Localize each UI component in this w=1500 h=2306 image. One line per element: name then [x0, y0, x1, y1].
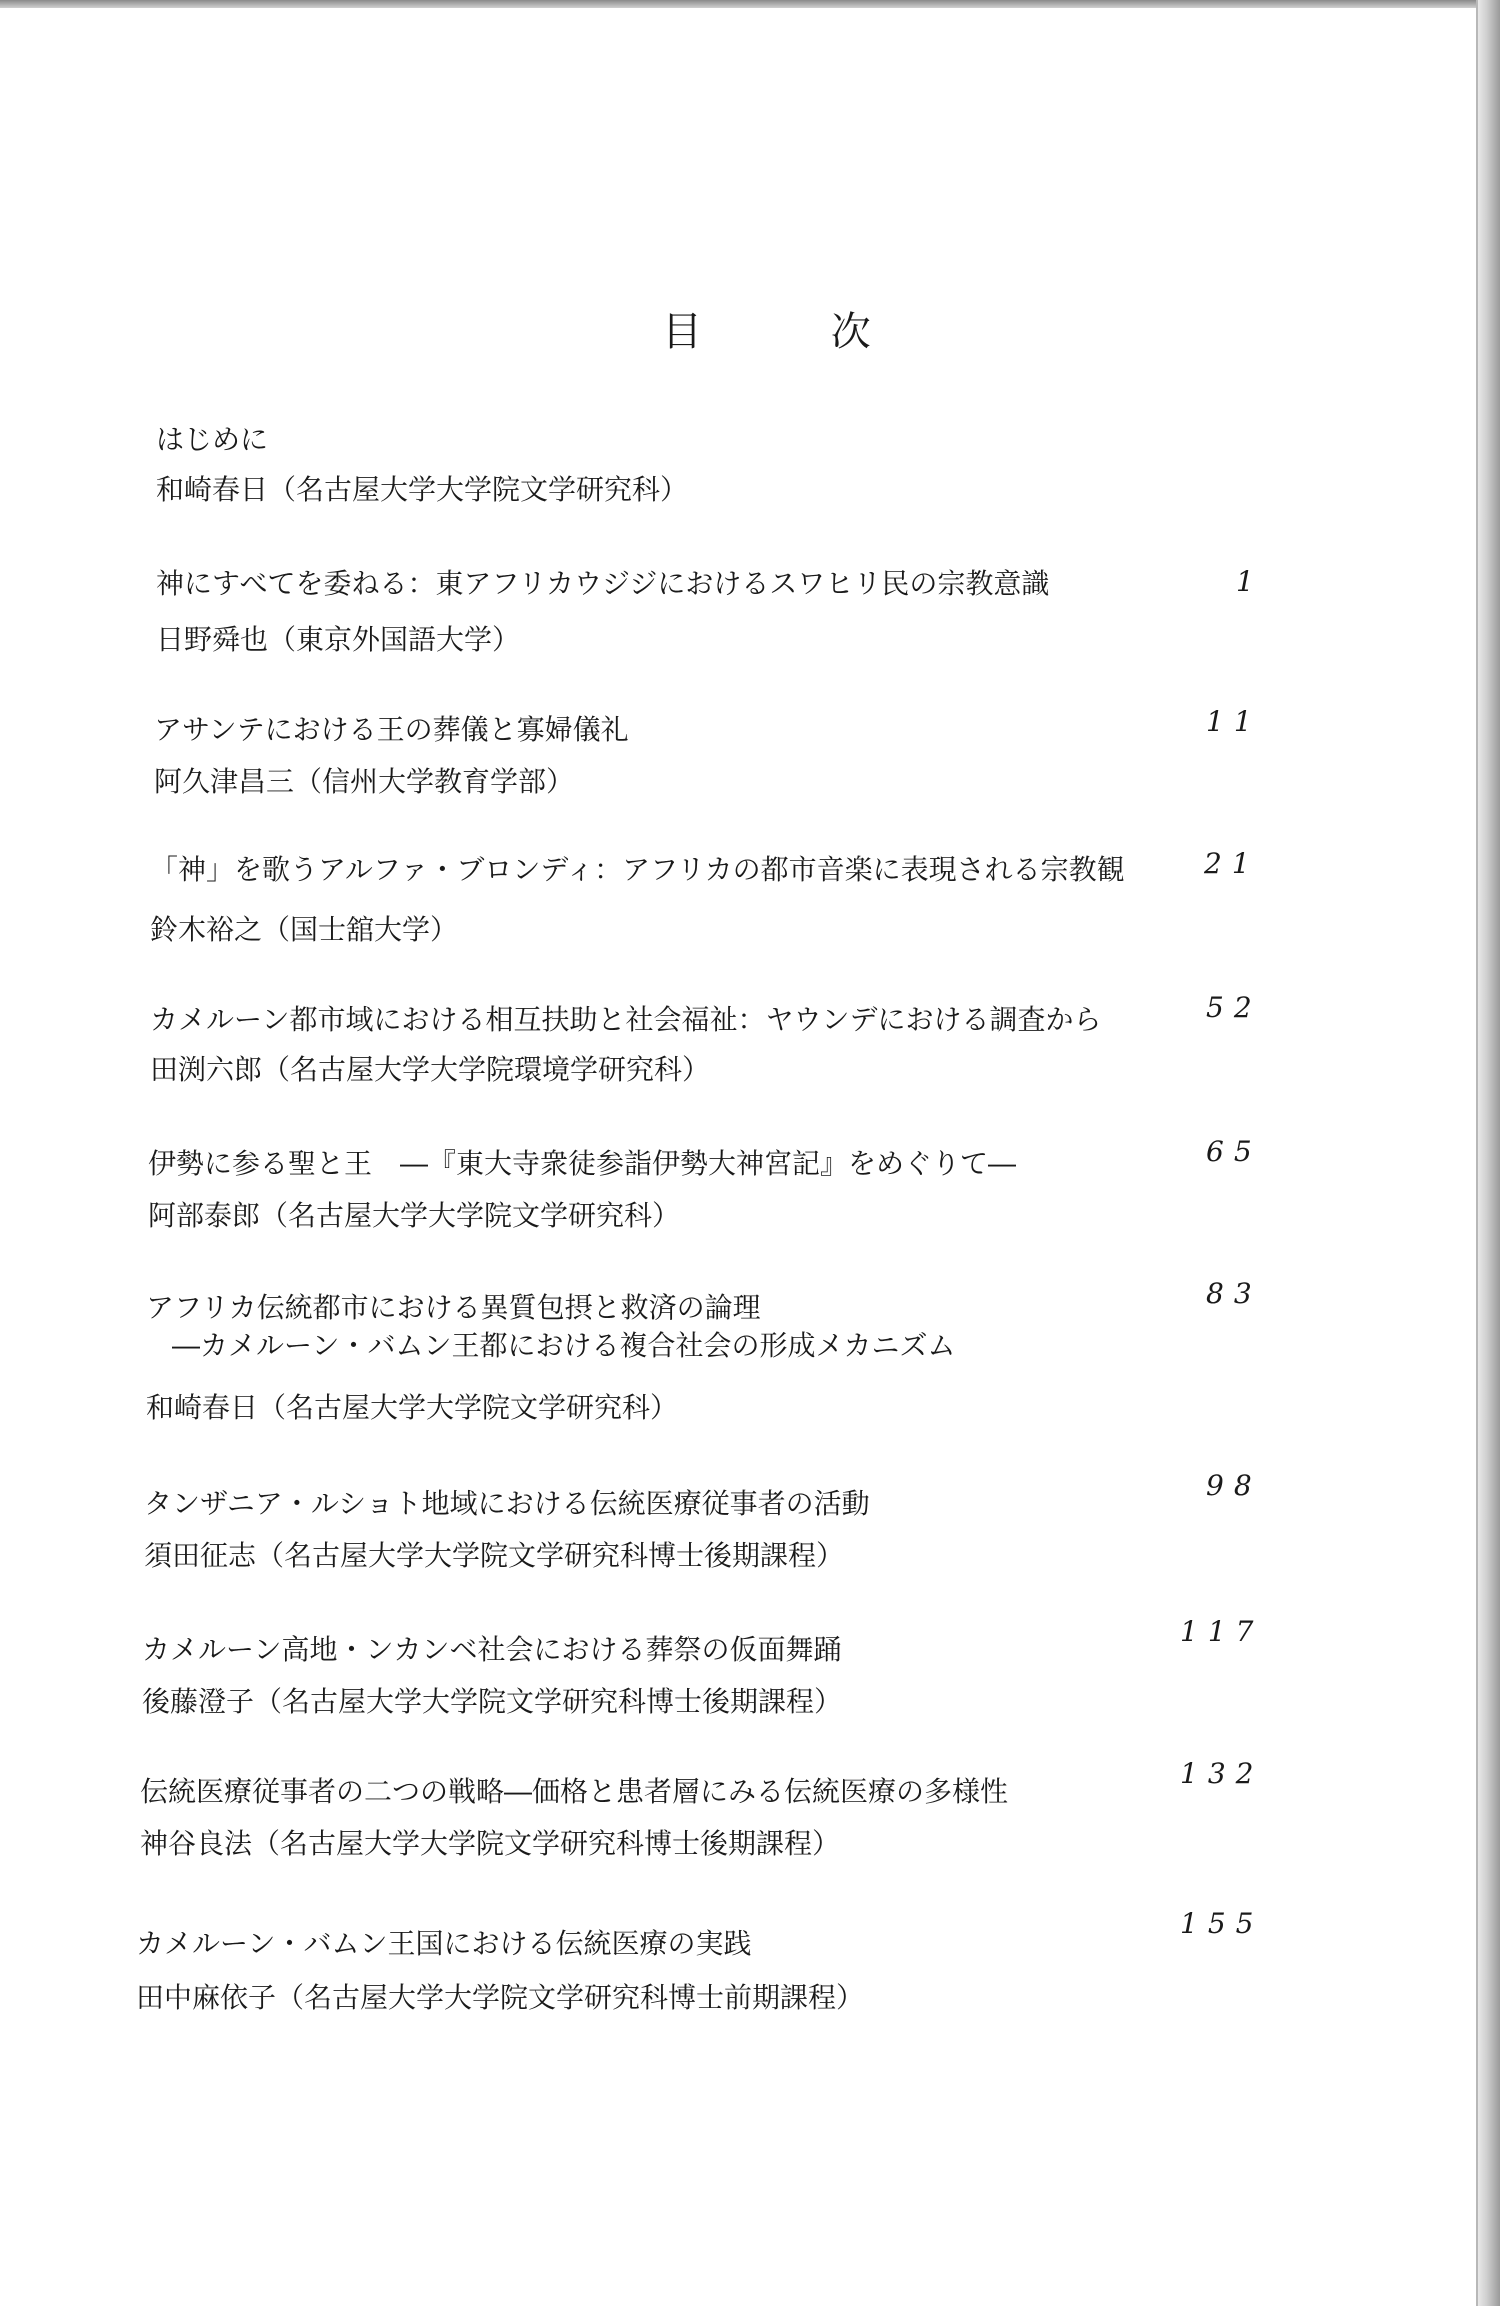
entry-title: はじめに [156, 423, 269, 456]
entry-title: 伝統医療従事者の二つの戦略―価格と患者層にみる伝統医療の多様性 [140, 1775, 1009, 1808]
entry-title: 伊勢に参る聖と王 ―『東大寺衆徒参詣伊勢大神宮記』をめぐりて― [148, 1147, 1017, 1180]
entry-page-number: 11 [1206, 705, 1262, 738]
toc-page [0, 8, 1476, 2306]
entry-author: 後藤澄子（名古屋大学大学院文学研究科博士後期課程） [142, 1685, 843, 1718]
scan-top-edge [0, 0, 1500, 8]
entry-author: 阿部泰郎（名古屋大学大学院文学研究科） [148, 1199, 681, 1232]
entry-author: 須田征志（名古屋大学大学院文学研究科博士後期課程） [144, 1539, 845, 1572]
entry-page-number: 65 [1206, 1135, 1262, 1168]
entry-page-number: 83 [1206, 1277, 1262, 1310]
entry-author: 日野舜也（東京外国語大学） [156, 623, 521, 656]
entry-author: 鈴木裕之（国士舘大学） [150, 913, 459, 946]
entry-page-number: 155 [1180, 1907, 1264, 1940]
entry-author: 和崎春日（名古屋大学大学院文学研究科） [156, 473, 689, 506]
entry-title: カメルーン高地・ンカンベ社会における葬祭の仮面舞踊 [142, 1633, 842, 1666]
entry-title: タンザニア・ルショト地域における伝統医療従事者の活動 [144, 1487, 870, 1520]
entry-title: アサンテにおける王の葬儀と寡婦儀礼 [154, 713, 629, 746]
entry-title: 「神」を歌うアルファ・ブロンディ：アフリカの都市音楽に表現される宗教観 [150, 853, 1125, 886]
entry-title: カメルーン都市域における相互扶助と社会福祉：ヤウンデにおける調査から [150, 1003, 1102, 1036]
entry-title: アフリカ伝統都市における異質包摂と救済の論理 [146, 1291, 761, 1324]
entry-title: 神にすべてを委ねる：東アフリカウジジにおけるスワヒリ民の宗教意識 [156, 567, 1050, 600]
entry-author: 田中麻依子（名古屋大学大学院文学研究科博士前期課程） [136, 1981, 865, 2014]
entry-page-number: 117 [1180, 1615, 1264, 1648]
entry-author: 和崎春日（名古屋大学大学院文学研究科） [146, 1391, 679, 1424]
entry-page-number: 1 [1236, 565, 1264, 598]
entry-author: 神谷良法（名古屋大学大学院文学研究科博士後期課程） [140, 1827, 841, 1860]
scan-right-edge [1478, 0, 1500, 2306]
entry-page-number: 52 [1206, 991, 1262, 1024]
toc-heading: 目 次 [662, 309, 929, 355]
entry-author: 阿久津昌三（信州大学教育学部） [154, 765, 575, 798]
entry-page-number: 21 [1204, 847, 1260, 880]
entry-title: カメルーン・バムン王国における伝統医療の実践 [136, 1927, 752, 1960]
entry-author: 田渕六郎（名古屋大学大学院環境学研究科） [150, 1053, 711, 1086]
entry-page-number: 98 [1206, 1469, 1262, 1502]
entry-page-number: 132 [1180, 1757, 1264, 1790]
entry-subtitle: ―カメルーン・バムン王都における複合社会の形成メカニズム [172, 1329, 956, 1362]
